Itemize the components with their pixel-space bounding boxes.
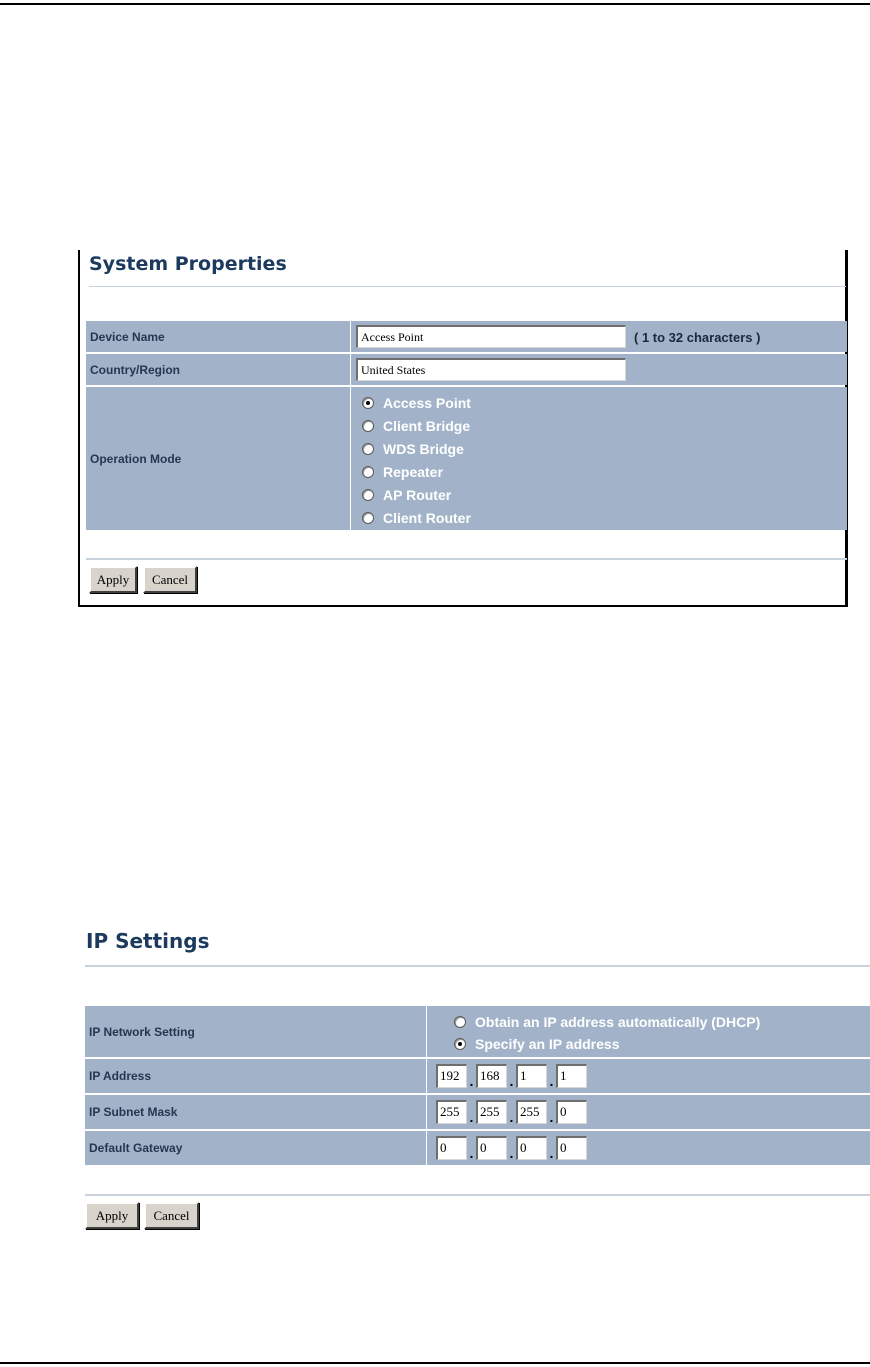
system-properties-title: System Properties bbox=[89, 253, 287, 275]
country-region-field[interactable]: United States bbox=[356, 358, 626, 381]
ip-settings-title: IP Settings bbox=[86, 929, 210, 953]
footer-divider bbox=[85, 1194, 870, 1196]
cell-divider bbox=[350, 321, 351, 352]
title-divider bbox=[85, 965, 870, 967]
page-bottom-rule bbox=[0, 1362, 870, 1364]
cancel-button[interactable]: Cancel bbox=[144, 1202, 199, 1229]
mode-option-label: Access Point bbox=[383, 395, 471, 411]
system-properties-panel bbox=[78, 250, 848, 607]
ip-settings-panel bbox=[78, 925, 870, 1245]
mode-option-label: Client Bridge bbox=[383, 418, 471, 434]
subnet-mask-field bbox=[436, 1100, 587, 1124]
radio-unchecked-icon[interactable] bbox=[362, 489, 374, 501]
static-ip-option-label: Specify an IP address bbox=[475, 1036, 620, 1052]
gateway-octet-2[interactable]: 0 bbox=[476, 1136, 507, 1160]
cancel-button[interactable]: Cancel bbox=[143, 566, 197, 593]
octet-separator: . bbox=[549, 1109, 554, 1125]
radio-unchecked-icon[interactable] bbox=[362, 420, 374, 432]
subnet-mask-octet-4[interactable]: 0 bbox=[556, 1100, 587, 1124]
dhcp-option-label: Obtain an IP address automatically (DHCP) bbox=[475, 1014, 761, 1030]
default-gateway-field bbox=[436, 1136, 587, 1160]
mode-option-client-bridge[interactable] bbox=[362, 416, 470, 436]
cell-divider bbox=[350, 354, 351, 385]
cell-divider bbox=[426, 1059, 427, 1093]
octet-separator: . bbox=[469, 1145, 474, 1161]
ip-address-row bbox=[85, 1059, 870, 1093]
octet-separator: . bbox=[469, 1073, 474, 1089]
gateway-octet-1[interactable]: 0 bbox=[436, 1136, 467, 1160]
subnet-mask-octet-1[interactable]: 255 bbox=[436, 1100, 467, 1124]
operation-mode-label: Operation Mode bbox=[90, 452, 182, 466]
octet-separator: . bbox=[509, 1145, 514, 1161]
subnet-mask-row bbox=[85, 1095, 870, 1129]
cell-divider bbox=[350, 387, 351, 530]
ip-address-octet-2[interactable]: 168 bbox=[476, 1064, 507, 1088]
device-name-hint: ( 1 to 32 characters ) bbox=[634, 330, 761, 345]
cell-divider bbox=[426, 1095, 427, 1129]
gateway-octet-4[interactable]: 0 bbox=[556, 1136, 587, 1160]
mode-option-ap-router[interactable] bbox=[362, 485, 451, 505]
ip-address-octet-4[interactable]: 1 bbox=[556, 1064, 587, 1088]
default-gateway-label: Default Gateway bbox=[89, 1141, 183, 1155]
octet-separator: . bbox=[549, 1073, 554, 1089]
mode-option-access-point[interactable] bbox=[362, 393, 471, 413]
radio-unchecked-icon[interactable] bbox=[362, 512, 374, 524]
mode-option-label: Client Router bbox=[383, 510, 471, 526]
octet-separator: . bbox=[509, 1109, 514, 1125]
octet-separator: . bbox=[509, 1073, 514, 1089]
subnet-mask-label: IP Subnet Mask bbox=[89, 1105, 178, 1119]
octet-separator: . bbox=[469, 1109, 474, 1125]
radio-unchecked-icon[interactable] bbox=[362, 443, 374, 455]
cell-divider bbox=[426, 1131, 427, 1165]
gateway-octet-3[interactable]: 0 bbox=[516, 1136, 547, 1160]
subnet-mask-octet-2[interactable]: 255 bbox=[476, 1100, 507, 1124]
mode-option-repeater[interactable] bbox=[362, 462, 443, 482]
mode-option-label: WDS Bridge bbox=[383, 441, 464, 457]
radio-checked-icon[interactable] bbox=[454, 1038, 466, 1050]
radio-checked-icon[interactable] bbox=[362, 397, 374, 409]
static-ip-option[interactable] bbox=[454, 1034, 619, 1054]
title-divider bbox=[89, 286, 846, 287]
radio-unchecked-icon[interactable] bbox=[454, 1016, 466, 1028]
subnet-mask-octet-3[interactable]: 255 bbox=[516, 1100, 547, 1124]
default-gateway-row bbox=[85, 1131, 870, 1165]
country-region-row bbox=[86, 354, 847, 385]
device-name-label: Device Name bbox=[90, 330, 165, 344]
apply-button[interactable]: Apply bbox=[89, 566, 137, 593]
cell-divider bbox=[426, 1006, 427, 1057]
device-name-row bbox=[86, 321, 847, 352]
octet-separator: . bbox=[549, 1145, 554, 1161]
mode-option-client-router[interactable] bbox=[362, 508, 471, 528]
device-name-input[interactable]: Access Point bbox=[356, 325, 626, 348]
ip-address-field bbox=[436, 1064, 587, 1088]
footer-divider bbox=[86, 558, 847, 560]
mode-option-wds-bridge[interactable] bbox=[362, 439, 464, 459]
apply-button[interactable]: Apply bbox=[85, 1202, 139, 1229]
page-top-rule bbox=[0, 3, 870, 5]
ip-address-octet-3[interactable]: 1 bbox=[516, 1064, 547, 1088]
ip-address-octet-1[interactable]: 192 bbox=[436, 1064, 467, 1088]
dhcp-option[interactable] bbox=[454, 1012, 760, 1032]
mode-option-label: Repeater bbox=[383, 464, 443, 480]
country-region-label: Country/Region bbox=[90, 363, 180, 377]
mode-option-label: AP Router bbox=[383, 487, 452, 503]
ip-address-label: IP Address bbox=[89, 1069, 152, 1083]
ip-network-setting-label: IP Network Setting bbox=[89, 1025, 195, 1039]
radio-unchecked-icon[interactable] bbox=[362, 466, 374, 478]
